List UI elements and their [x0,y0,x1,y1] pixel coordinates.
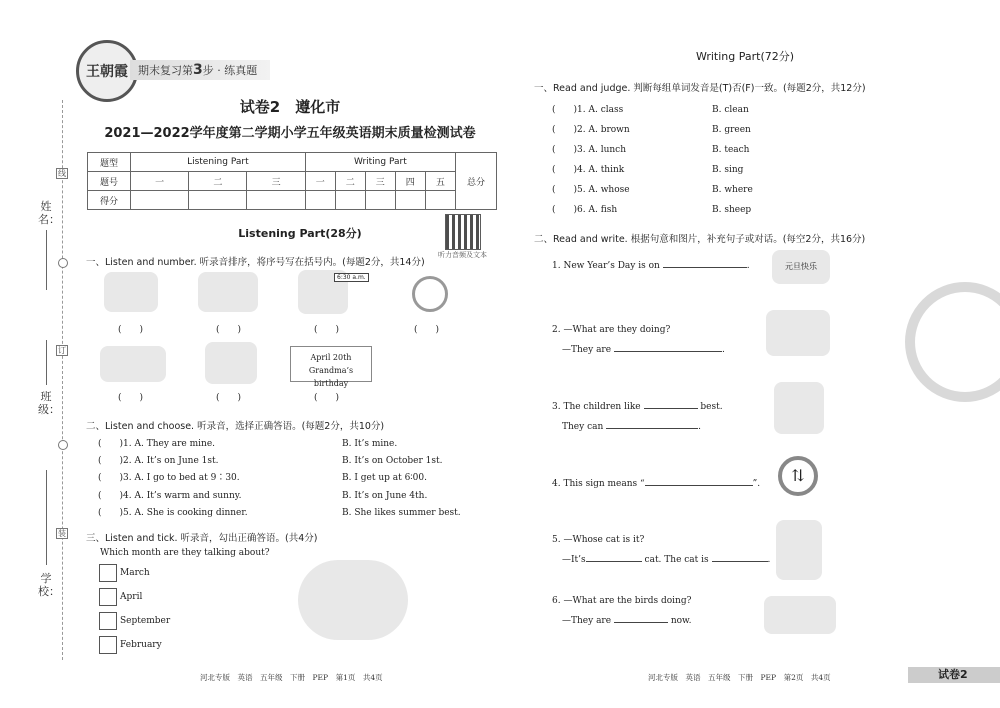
l-section3-question: Which month are they talking about? [100,548,270,558]
answer-blank[interactable] [644,408,698,409]
card-date: April 20th [310,353,352,362]
reading-girl-picture [205,342,257,384]
l2-item-a: ( )4. A. It’s warm and sunny. [98,490,242,501]
q4-text: 4. This sign means “ [552,479,645,489]
secret-stamp-watermark [905,282,1000,402]
brand-logo [76,40,138,102]
w1-item-a: ( )3. A. lunch [552,145,626,155]
card-text: Grandma’s birthday [308,366,354,388]
option-february: February [120,640,162,650]
binding-dashline [62,100,63,660]
q1-text: 1. New Year’s Day is on [552,261,660,271]
answer-paren[interactable]: ( ) [118,325,144,335]
name-label: 姓名： [38,200,60,226]
answer-paren[interactable]: ( ) [216,325,242,335]
w1-item-a: ( )2. A. brown [552,125,630,135]
col-w4: 四 [395,172,425,191]
binding-hole [58,258,68,268]
l2-item-b: B. It’s on October 1st. [342,456,443,467]
answer-blank[interactable] [586,561,642,562]
writing-part-header: Writing Part [305,153,455,172]
option-april: April [120,592,143,602]
tick-box[interactable] [99,588,117,606]
swimming-picture [198,272,258,312]
w1-item-b: B. sheep [712,205,752,215]
binding-tag-bind: 装 [58,529,66,538]
clock-label: 6:30 a.m. [334,273,369,282]
l2-item-a: ( )3. A. I go to bed at 9∶30. [98,473,240,484]
girl-with-cat-picture [776,520,822,580]
round-sign-icon [412,276,448,312]
col-w5: 五 [425,172,455,191]
name-line [46,230,47,290]
answer-paren[interactable]: ( ) [414,325,440,335]
answer-blank[interactable] [606,428,698,429]
l-section1-title: 一、Listen and number. 听录音排序，将序号写在括号内。(每题2分，共14分) [86,257,425,268]
q3a-text: 3. The children like [552,402,641,412]
w-section1-options-b [712,100,753,220]
l2-item-a: ( )5. A. She is cooking dinner. [98,507,248,518]
sleeping-boy-picture [104,272,158,312]
score-cell[interactable] [247,191,305,210]
l2-item-b: B. It’s on June 4th. [342,490,428,501]
col-l3: 三 [247,172,305,191]
logo-text: 王朝霞 [86,64,128,80]
w2-q6b [562,616,692,626]
q5-dot: . [767,555,771,565]
score-cell[interactable] [395,191,425,210]
w2-q2a: 2. —What are they doing? [552,325,671,335]
w1-item-a: ( )1. A. class [552,105,624,115]
class-line [46,340,47,385]
answer-paren[interactable]: ( ) [314,393,340,403]
col-l1: 一 [131,172,189,191]
listening-part-header: Listening Part [131,153,306,172]
score-cell[interactable] [335,191,365,210]
score-table [87,152,497,210]
new-year-picture [772,250,830,284]
listening-title: Listening Part(28分) [238,227,362,240]
row-label-type: 题型 [88,153,131,172]
tick-box[interactable] [99,636,117,654]
score-cell[interactable] [189,191,247,210]
w1-item-a: ( )6. A. fish [552,205,618,215]
w2-q5a: 5. —Whose cat is it? [552,535,645,545]
l-section3-title: 三、Listen and tick. 听录音，勾出正确答语。(共4分) [86,533,318,544]
qr-caption: 听力音频及文本 [438,251,487,259]
one-way-sign-icon: ⇅ [778,456,818,496]
exam-title: 2021—2022学年度第二学期小学五年级英语期末质量检测试卷 [104,126,476,141]
w2-q5b [562,555,770,565]
running-track-picture [298,560,408,640]
school-label: 学校： [38,572,60,598]
l2-item-b: B. She likes summer best. [342,507,461,518]
q1-dot: . [746,261,750,271]
q5b-mid: cat. The cat is [644,555,709,565]
flying-birds-picture [764,596,836,634]
l-section2-options-b [342,436,461,522]
step-banner [130,60,270,80]
col-w2: 二 [335,172,365,191]
w-section1-title: 一、Read and judge. 判断每组单词发音是(T)否(F)一致。(每题2分，共12分) [534,83,866,94]
binding-tag-order: 订 [58,346,66,355]
score-cell[interactable] [425,191,455,210]
q6b-end: now. [670,616,692,626]
answer-blank[interactable] [645,485,753,486]
col-l2: 二 [189,172,247,191]
w2-q3a [552,402,723,412]
w1-item-b: B. clean [712,105,749,115]
step-number: 3 [193,62,203,78]
w-section2-title: 二、Read and write. 根据句意和图片，补充句子或对话。(每空2分，共16分) [534,234,866,245]
answer-blank[interactable] [712,561,768,562]
total-score-header: 总分 [456,153,497,210]
l2-item-b: B. It’s mine. [342,439,398,449]
answer-paren[interactable]: ( ) [314,325,340,335]
q5b-text: —It’s [562,555,586,565]
row-label-score: 得分 [88,191,131,210]
col-w1: 一 [305,172,335,191]
class-label: 班级： [38,390,60,416]
row-label-number: 题号 [88,172,131,191]
l-section2-title: 二、Listen and choose. 听录音，选择正确答语。(每题2分，共10分) [86,421,385,432]
q3b-text: They can [562,422,604,432]
paper-title: 试卷2 遵化市 [239,98,341,116]
score-cell[interactable] [305,191,335,210]
w1-item-b: B. where [712,185,753,195]
q3a-end: best. [700,402,723,412]
l-section2-options-a [98,436,248,522]
classroom-picture [766,310,830,356]
option-march: March [120,568,150,578]
w2-q4 [552,479,760,489]
q6b-text: —They are [562,616,612,626]
school-line [46,470,47,565]
answer-paren[interactable]: ( ) [118,393,144,403]
l2-item-a: ( )2. A. It’s on June 1st. [98,456,219,467]
answer-blank[interactable] [614,622,668,623]
q3-dot: . [698,422,702,432]
writing-title: Writing Part(72分) [695,50,795,63]
qr-code-icon[interactable] [445,214,481,250]
binding-hole [58,440,68,450]
birthday-card [290,346,372,388]
option-september: September [120,616,171,626]
w2-q3b [562,422,701,432]
w2-q6a: 6. —What are the birds doing? [552,596,692,606]
score-cell[interactable] [131,191,189,210]
w1-item-b: B. sing [712,165,744,175]
score-cell[interactable] [365,191,395,210]
footer-right: 河北专版 英语 五年级 下册 PEP 第2页 共4页 [648,673,831,682]
snowman-picture [774,382,824,434]
w1-item-a: ( )5. A. whose [552,185,630,195]
q2-dot: . [721,345,725,355]
tick-box[interactable] [99,612,117,630]
w2-q2b [562,345,725,355]
l2-item-a: ( )1. A. They are mine. [98,439,216,449]
footer-left: 河北专版 英语 五年级 下册 PEP 第1页 共4页 [200,673,383,682]
answer-blank[interactable] [614,351,722,352]
q4-end: ”. [752,479,761,489]
w1-item-b: B. teach [712,145,750,155]
step-prefix: 期末复习第 [138,64,193,77]
sleeping-cat-picture [100,346,166,382]
step-suffix: 步 · 练真题 [202,64,258,77]
l2-item-b: B. I get up at 6∶00. [342,473,427,484]
answer-blank[interactable] [663,267,747,268]
w2-q1 [552,261,750,271]
answer-paren[interactable]: ( ) [216,393,242,403]
paper-badge-text: 试卷2 [938,668,968,681]
tick-box[interactable] [99,564,117,582]
w-section1-options-a [552,100,630,220]
new-year-text: 元旦快乐 [785,262,817,271]
binding-tag-line: 线 [58,169,66,178]
col-w3: 三 [365,172,395,191]
q2b-text: —They are [562,345,612,355]
w1-item-a: ( )4. A. think [552,165,625,175]
w1-item-b: B. green [712,125,751,135]
